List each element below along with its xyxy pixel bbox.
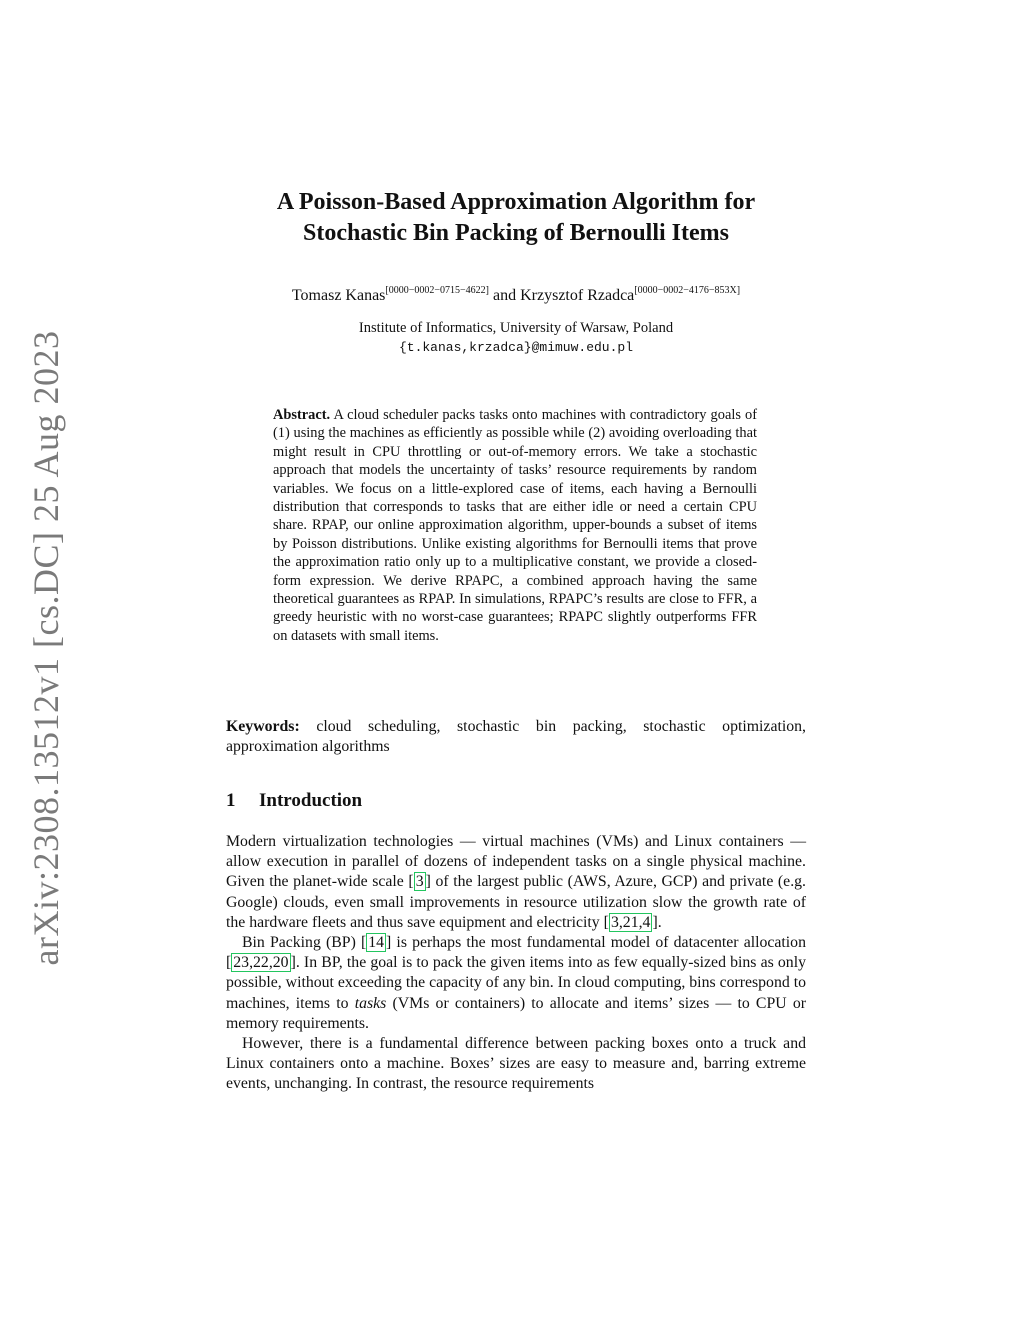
affiliation-block [226,318,806,358]
abstract-text: A cloud scheduler packs tasks onto machines with contradictory goals of (1) using the machines as efficiently as possible while (2) avoiding overloading that might result in CPU throttling or out-of-memory errors. We take a stochastic approach that models the uncertainty of tasks’ resource requirements by random variables. We focus on a little-explored case of items, each having a Bernoulli distribution that corresponds to tasks that are either idle or need a certain CPU share. RPAP, our online approximation algorithm, upper-bounds a subset of items by Poisson distributions. Unlike existing algorithms for Bernoulli items that prove the approximation ratio only up to a multiplicative constant, we provide a closed-form expression. We derive RPAPC, a combined approach having the same theoretical guarantees as RPAP. In simulations, RPAPC’s results are close to FFR, a greedy heuristic with no worst-case guarantees; RPAPC slightly outperforms FFR on datasets with small items. [273,407,757,644]
citation-link[interactable]: , 22 [249,954,269,971]
author-email: {t.kanas,krzadca}@mimuw.edu.pl [398,340,634,355]
author-name: Krzysztof Rzadca [520,287,635,304]
paragraph: Bin Packing (BP) [ 14 ] is perhaps the most fundamental model of datacenter allocation [ 23, 22, 20 ]. In BP, the goal is to pack the given items into as few equally-sized bins as only possible, without exceeding the capacity of any bin. In cloud computing, bins correspond to machines, items to tasks (VMs or containers) to allocate and items’ sizes — to CPU or memory requirements. [226,933,806,1034]
paragraph-text: Modern virtualization technologies — virtual machines (VMs) and Linux containers — allow execution in parallel of dozens of independent tasks on a single physical machine. Given the planet-wide scale [226,833,806,891]
emphasis-text: tasks [354,994,387,1012]
paragraph-text: of the largest public (AWS, Azure, GCP) and private (e.g. Google) clouds, even small improvements in resource utilization slow the growth rate of the hardware fleets and thus save equipment and electricity [226,873,806,931]
citation-group [609,913,653,932]
citation-link[interactable]: 3 [610,913,619,931]
author-list [226,280,806,307]
keywords-text: cloud scheduling, stochastic bin packing, stochastic optimization, approximation algorithms [226,718,806,755]
paragraph-text: is perhaps the most fundamental model of datacenter allocation [391,934,806,952]
arxiv-identifier-stamp: arXiv:2308.13512v1 [cs.DC] 25 Aug 2023 [26,330,66,966]
paragraph-text: Bin Packing (BP) [242,934,361,952]
citation-link[interactable]: , 20 [269,954,289,971]
author-conjunction: and [493,287,517,304]
citation-link[interactable]: 14 [368,934,385,952]
paper-title [226,187,806,249]
keywords [226,717,806,757]
title-line-1: A Poisson-Based Approximation Algorithm for [276,189,756,215]
author-orcid: [0000−0002−4176−853X] [634,285,741,296]
affiliation: Institute of Informatics, University of Warsaw, Poland [358,320,674,336]
citation-link[interactable]: , 4 [639,914,651,931]
abstract [273,406,757,645]
author-name: Tomasz Kanas [291,287,386,304]
paragraph: Modern virtualization technologies — virtual machines (VMs) and Linux containers — allow execution in parallel of dozens of independent tasks on a single physical machine. Given the planet-wide scale [ 3 ] of the largest public (AWS, Azure, GCP) and private (e.g. Google) clouds, even small improvements in resource utilization slow the growth rate of the hardware fleets and thus save equipment and electricity [ 3, 21, 4 ]. [226,832,806,933]
citation-group [231,953,290,972]
citation-link[interactable]: 23 [233,954,250,972]
section-title: Introduction [259,790,363,811]
citation-link[interactable]: , 21 [619,914,639,931]
abstract-label: Abstract. [273,407,331,423]
paragraph: However, there is a fundamental difference between packing boxes onto a truck and Linux containers onto a machine. Boxes’ sizes are easy to measure and, barring extreme events, unchanging. In contrast, the resource requirements [226,1035,806,1093]
paragraph-text: . [657,913,662,931]
author-orcid: [0000−0002−0715−4622] [385,285,489,296]
paragraph-text: (VMs or containers) to allocate and items’ sizes — to CPU or memory requirements. [226,994,806,1032]
citation-link[interactable]: 3 [415,873,424,891]
section-heading [226,789,806,813]
title-line-2: Stochastic Bin Packing of Bernoulli Items [302,220,729,246]
section-body [226,832,806,1095]
section-number: 1 [226,790,236,811]
paragraph-text: . In BP, the goal is to pack the given items into as few equally-sized bins as only possible, without exceeding the capacity of any bin. In cloud computing, bins correspond to machines, items to [226,954,806,1012]
keywords-label: Keywords: [226,718,300,735]
